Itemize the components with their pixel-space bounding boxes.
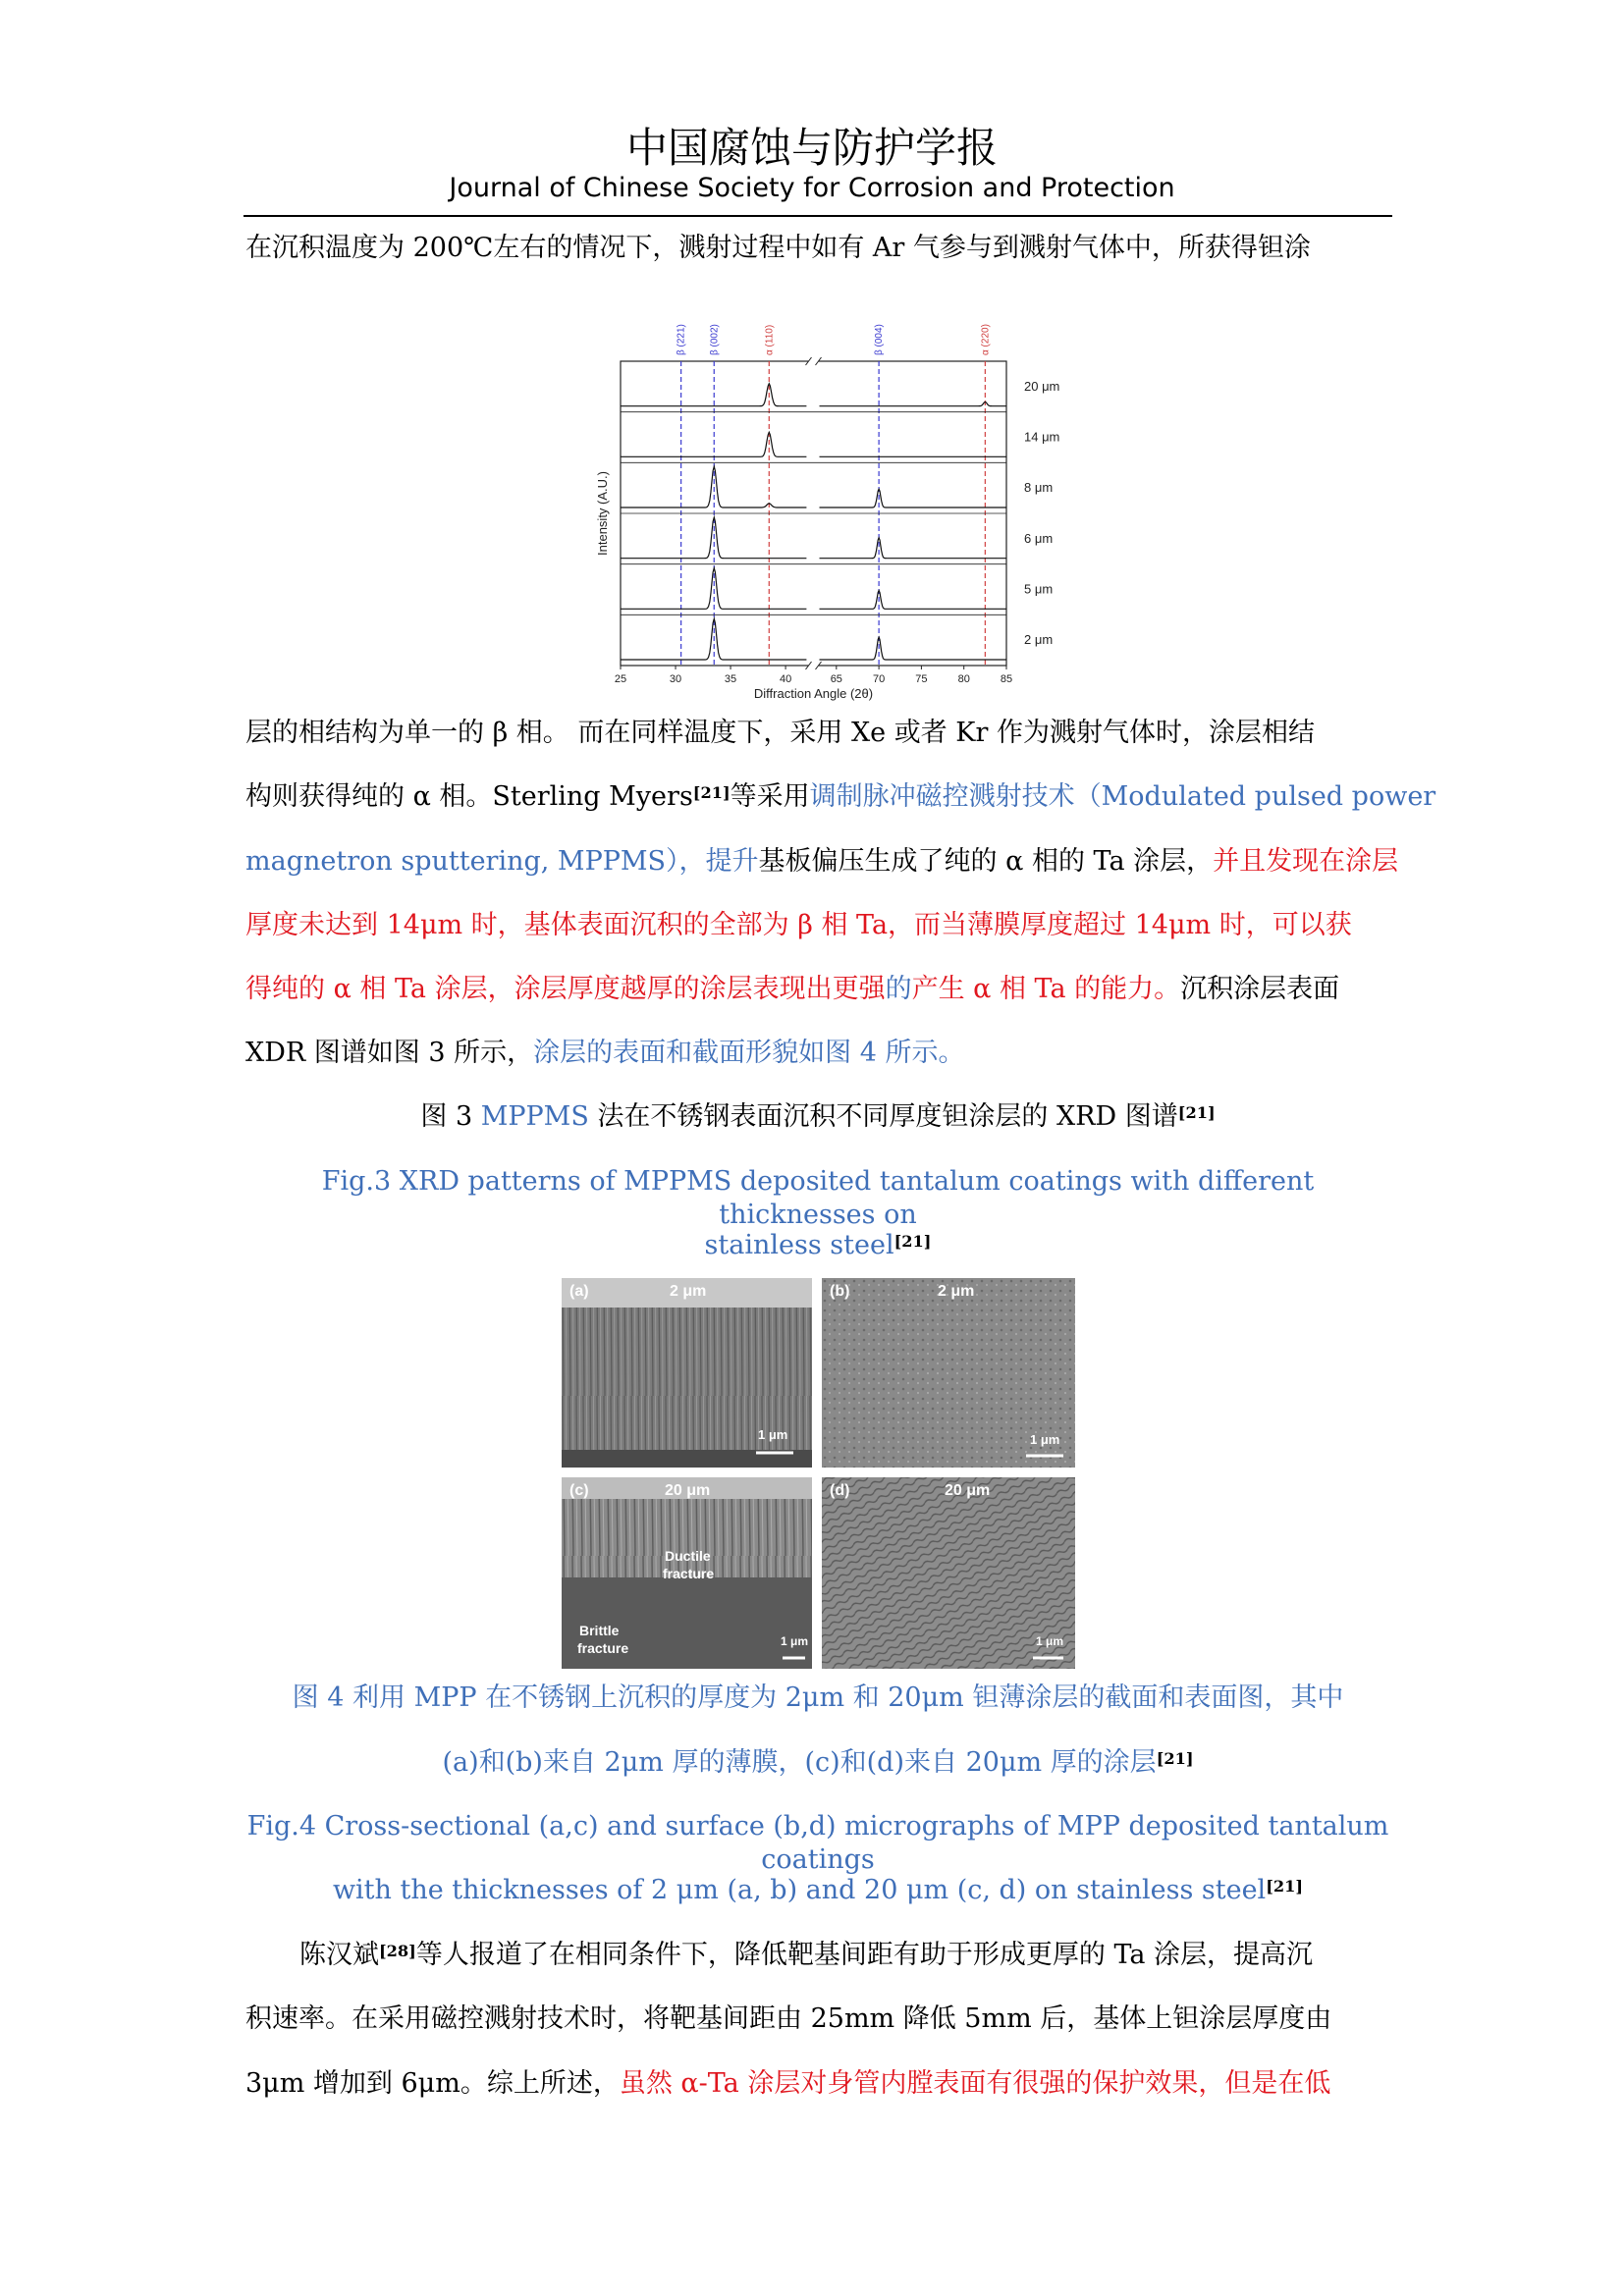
panel-thickness: 2 μm bbox=[938, 1283, 975, 1300]
para3-line1 bbox=[299, 1939, 1389, 1972]
annotation-ductile: fracture bbox=[663, 1566, 715, 1581]
journal-title-cn: 中国腐蚀与防护学报 bbox=[625, 124, 998, 172]
scale-bar-label: 1 μm bbox=[1036, 1634, 1064, 1648]
series-label: 2 μm bbox=[1024, 632, 1054, 648]
panel-tag: (a) bbox=[569, 1283, 589, 1300]
micrograph-b bbox=[822, 1278, 1075, 1468]
citation-ref: [21] bbox=[1177, 1103, 1216, 1122]
citation-ref: [21] bbox=[1156, 1749, 1194, 1768]
reference-label: β (004) bbox=[874, 324, 886, 355]
panel-tag: (c) bbox=[569, 1482, 589, 1499]
para2-highlight: 涂层的表面和截面形貌如图 4 所示。 bbox=[533, 1038, 965, 1068]
panel-thickness: 20 μm bbox=[665, 1482, 711, 1499]
para2-line5 bbox=[245, 973, 1389, 1006]
fig3-caption-en2 bbox=[244, 1229, 1392, 1262]
x-tick-label: 65 bbox=[830, 673, 842, 685]
para2-red-text: 并且发现在涂层 bbox=[1213, 846, 1399, 877]
panel-thickness: 20 μm bbox=[945, 1482, 991, 1499]
para2-text: XDR 图谱如图 3 所示， bbox=[245, 1038, 534, 1068]
annotation-brittle: fracture bbox=[577, 1640, 629, 1656]
x-tick-label: 40 bbox=[779, 673, 792, 685]
x-tick-label: 70 bbox=[872, 673, 886, 685]
caption-text: 图 3 bbox=[420, 1101, 481, 1132]
scale-bar-label: 1 μm bbox=[781, 1634, 809, 1648]
xrd-chart bbox=[550, 312, 1080, 705]
fig4-caption-cn2 bbox=[244, 1746, 1392, 1780]
series-line bbox=[621, 432, 1006, 456]
para2-line1: 层的相结构为单一的 β 相。 而在同样温度下，采用 Xe 或者 Kr 作为溅射气体时，涂层相结 bbox=[245, 718, 1315, 748]
para3-text: 3μm 增加到 6μm。综上所述， bbox=[245, 2068, 620, 2099]
fig4-caption-cn1: 图 4 利用 MPP 在不锈钢上沉积的厚度为 2μm 和 20μm 钽薄涂层的截面和表面图，其中 bbox=[292, 1682, 1344, 1713]
para3-text: 等人报道了在相同条件下，降低靶基间距有助于形成更厚的 Ta 涂层，提高沉 bbox=[415, 1940, 1314, 1970]
para2-text: 等采用 bbox=[730, 781, 810, 812]
citation-ref: [21] bbox=[1266, 1877, 1304, 1896]
x-tick-label: 30 bbox=[669, 673, 682, 685]
x-tick-label: 75 bbox=[915, 673, 928, 685]
panel-thickness: 2 μm bbox=[670, 1283, 707, 1300]
micrograph-a bbox=[562, 1278, 812, 1468]
para2-highlight: 的 bbox=[885, 974, 912, 1004]
para1-line1: 在沉积温度为 200℃左右的情况下，溅射过程中如有 Ar 气参与到溅射气体中，所获得钽涂 bbox=[245, 233, 1311, 263]
para3-line3 bbox=[245, 2067, 1389, 2101]
citation-ref: [28] bbox=[379, 1942, 416, 1960]
caption-highlight: MPPMS bbox=[480, 1101, 589, 1132]
para2-line4: 厚度未达到 14μm 时，基体表面沉积的全部为 β 相 Ta，而当薄膜厚度超过 14μm 时，可以获 bbox=[245, 910, 1352, 940]
series-label: 14 μm bbox=[1024, 429, 1060, 445]
micrograph-c bbox=[562, 1477, 812, 1669]
series-line bbox=[621, 517, 1006, 559]
para3-line2: 积速率。在采用磁控溅射技术时，将靶基间距由 25mm 降低 5mm 后，基体上钽涂层厚度由 bbox=[245, 2003, 1332, 2034]
header-divider bbox=[244, 215, 1392, 217]
reference-label: β (002) bbox=[709, 324, 721, 355]
para2-text: 基板偏压生成了纯的 α 相的 Ta 涂层， bbox=[758, 846, 1214, 877]
fig4-caption-en1: Fig.4 Cross-sectional (a,c) and surface (b,d) micrographs of MPP deposited tantalum coatings bbox=[246, 1811, 1389, 1875]
para2-text: 构则获得纯的 α 相。Sterling Myers bbox=[245, 781, 693, 812]
x-tick-label: 25 bbox=[614, 673, 627, 685]
panel-tag: (b) bbox=[830, 1283, 850, 1300]
para2-line2 bbox=[245, 780, 1436, 814]
series-label: 8 μm bbox=[1024, 480, 1054, 496]
reference-label: β (221) bbox=[676, 324, 687, 355]
caption-text: stainless steel bbox=[704, 1230, 894, 1260]
para2-red-text: 得纯的 α 相 Ta 涂层，涂层厚度越厚的涂层表现出更强 bbox=[245, 974, 886, 1004]
para2-line3 bbox=[245, 845, 1399, 879]
series-label: 5 μm bbox=[1024, 581, 1054, 597]
caption-text: (a)和(b)来自 2μm 厚的薄膜，(c)和(d)来自 20μm 厚的涂层 bbox=[442, 1747, 1157, 1778]
annotation-brittle: Brittle bbox=[579, 1623, 620, 1638]
fig4-micrographs bbox=[562, 1278, 1075, 1669]
series-line bbox=[621, 568, 1006, 610]
para2-highlight: 调制脉冲磁控溅射技术（Modulated pulsed power bbox=[809, 781, 1436, 812]
caption-text: 法在不锈钢表面沉积不同厚度钽涂层的 XRD 图谱 bbox=[588, 1101, 1178, 1132]
fig3-caption-cn bbox=[244, 1100, 1392, 1134]
citation-ref: [21] bbox=[893, 1232, 932, 1251]
para2-text: 沉积涂层表面 bbox=[1180, 974, 1340, 1004]
fig3-caption-en1: Fig.3 XRD patterns of MPPMS deposited tantalum coatings with different thicknesses on bbox=[321, 1166, 1315, 1230]
caption-text: with the thicknesses of 2 μm (a, b) and 20 μm (c, d) on stainless steel bbox=[332, 1875, 1267, 1905]
x-tick-label: 80 bbox=[957, 673, 970, 685]
para2-highlight: magnetron sputtering, MPPMS），提升 bbox=[245, 846, 759, 877]
micrograph-d bbox=[822, 1477, 1075, 1669]
x-tick-label: 85 bbox=[1000, 673, 1013, 685]
para2-red-text: 产生 α 相 Ta 的能力。 bbox=[911, 974, 1181, 1004]
series-line bbox=[621, 466, 1006, 507]
citation-ref: [21] bbox=[692, 783, 731, 802]
x-axis-label: Diffraction Angle (2θ) bbox=[753, 686, 874, 701]
para2-line6 bbox=[245, 1037, 1389, 1070]
scale-bar-label: 1 μm bbox=[758, 1427, 788, 1442]
journal-title-en: Journal of Chinese Society for Corrosion and Protection bbox=[449, 173, 1175, 203]
panel-tag: (d) bbox=[830, 1482, 850, 1499]
annotation-ductile: Ductile bbox=[665, 1548, 711, 1564]
series-label: 20 μm bbox=[1024, 378, 1060, 394]
para3-red-text: 虽然 α-Ta 涂层对身管内膛表面有很强的保护效果，但是在低 bbox=[619, 2068, 1331, 2099]
reference-label: α (220) bbox=[980, 324, 992, 355]
fig4-caption-en2 bbox=[244, 1874, 1392, 1907]
y-axis-label: Intensity (A.U.) bbox=[595, 471, 610, 556]
scale-bar-label: 1 μm bbox=[1030, 1432, 1060, 1447]
x-tick-label: 35 bbox=[724, 673, 737, 685]
series-label: 6 μm bbox=[1024, 530, 1054, 546]
reference-label: α (110) bbox=[764, 324, 776, 355]
series-line bbox=[621, 384, 1006, 406]
series-line bbox=[621, 618, 1006, 660]
para3-text: 陈汉斌 bbox=[299, 1940, 379, 1970]
